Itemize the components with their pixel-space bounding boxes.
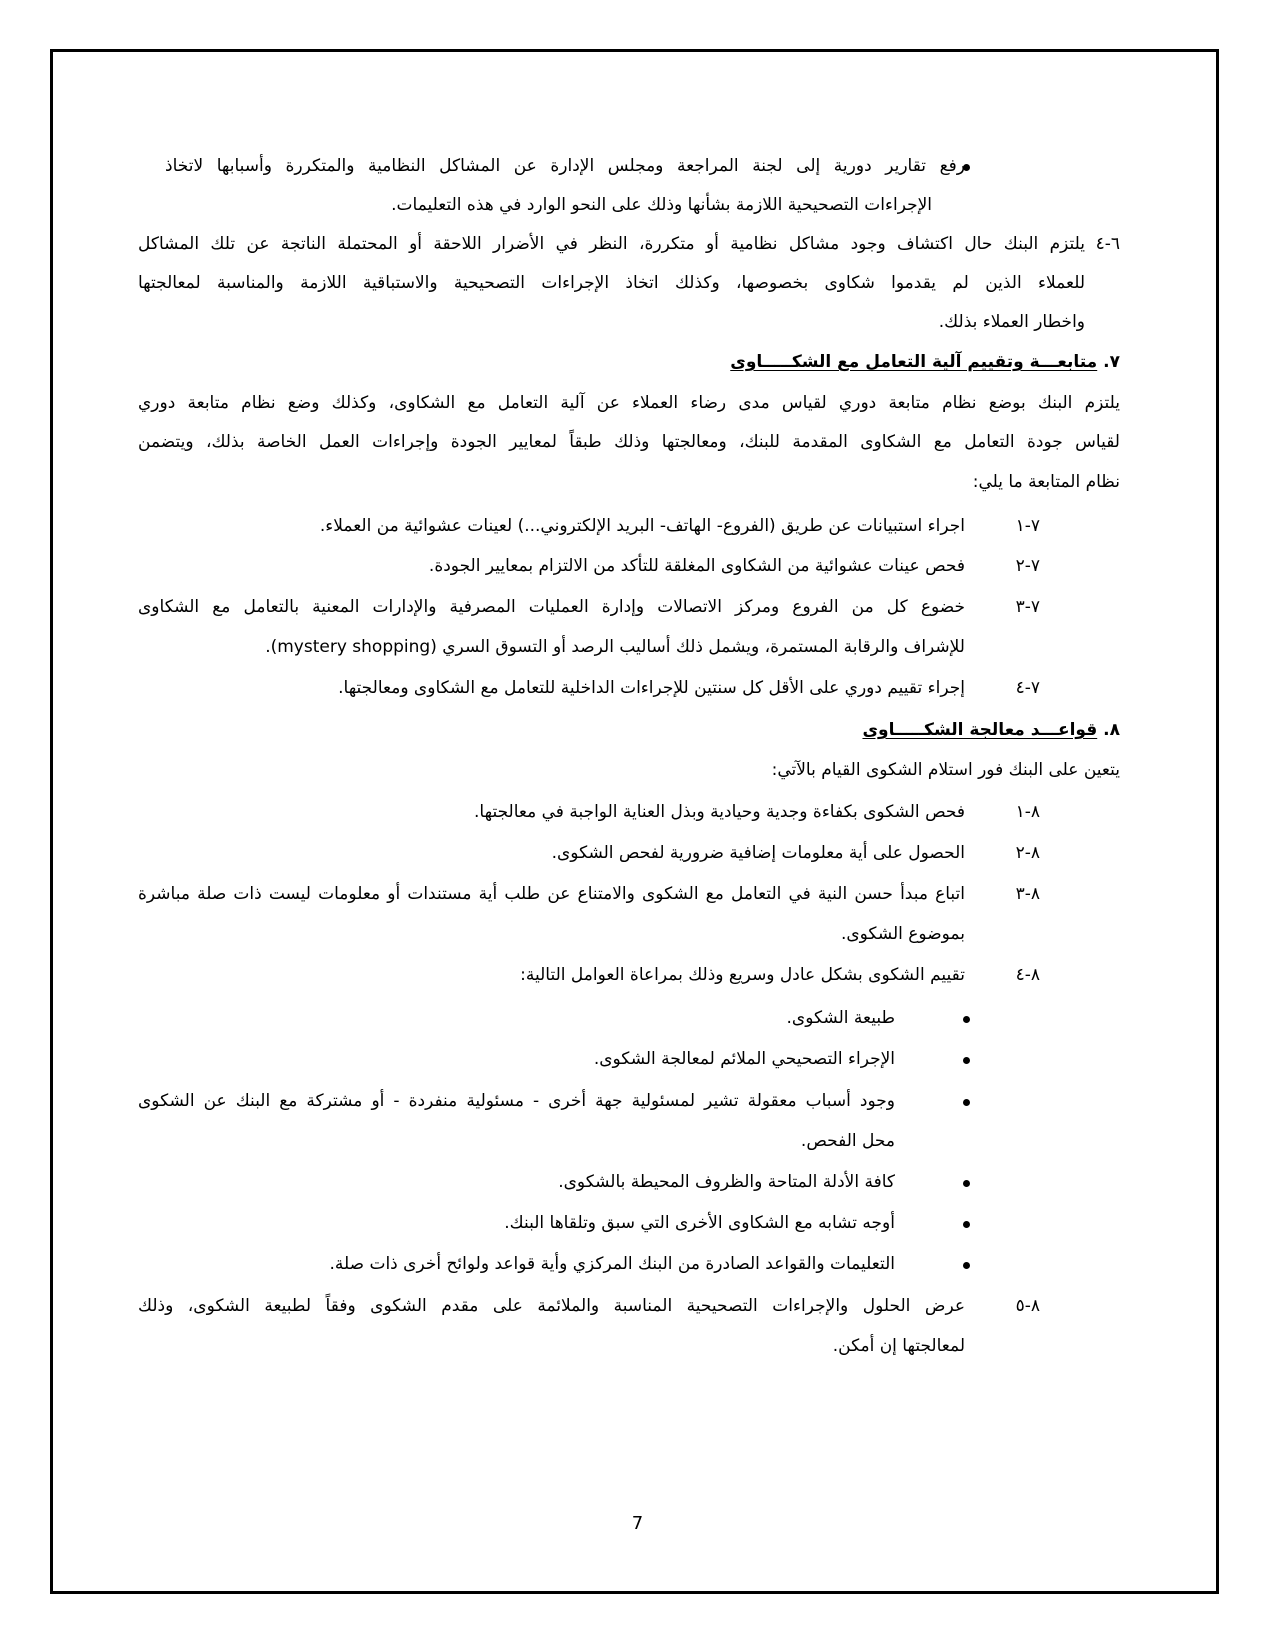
paragraph-line: نظام المتابعة ما يلي:: [972, 472, 1120, 492]
item-text: بموضوع الشكوى.: [840, 924, 965, 944]
bullet-icon: [963, 1180, 970, 1187]
item-number: ٨-٤: [1015, 965, 1040, 985]
item-text: للعملاء الذين لم يقدموا شكاوى بخصوصها، وكذلك اتخاذ الإجراءات التصحيحية والاستباقية اللازمة والمناسبة لمعالجتها: [138, 273, 1085, 293]
section-number: ٧.: [1103, 352, 1120, 372]
item-text: عرض الحلول والإجراءات التصحيحية المناسبة والملائمة على مقدم الشكوى وفقاً لطبيعة الشكوى، وذلك: [138, 1296, 965, 1316]
item-text: اجراء استبيانات عن طريق (الفروع- الهاتف- البريد الإلكتروني...) لعينات عشوائية من العملاء.: [319, 516, 965, 536]
bullet-icon: [963, 1099, 970, 1106]
bullet-icon: [963, 1016, 970, 1023]
section-title: متابعـــة وتقييم آلية التعامل مع الشكـــــاوى: [730, 352, 1098, 372]
item-text: إجراء تقييم دوري على الأقل كل سنتين للإجراءات الداخلية للتعامل مع الشكاوى ومعالجتها.: [338, 678, 965, 698]
bullet-icon: [963, 1262, 970, 1269]
page-number: 7: [631, 1513, 644, 1534]
paragraph-line: لقياس جودة التعامل مع الشكاوى المقدمة للبنك، ومعالجتها وذلك طبقاً لمعايير الجودة وإجراءات العمل الخاصة بذلك، ويتضمن: [138, 432, 1120, 452]
bullet-icon: [963, 1057, 970, 1064]
item-number: ٧-٤: [1015, 678, 1040, 698]
item-text: فحص الشكوى بكفاءة وجدية وحيادية وبذل العناية الواجبة في معالجتها.: [474, 802, 965, 822]
bullet-text: وجود أسباب معقولة تشير لمسئولية جهة أخرى - مسئولية منفردة - أو مشتركة مع البنك عن الشكوى: [138, 1091, 895, 1111]
bullet-text: طبيعة الشكوى.: [786, 1008, 895, 1028]
bullet-text: أوجه تشابه مع الشكاوى الأخرى التي سبق وتلقاها البنك.: [504, 1213, 895, 1233]
bullet-text: التعليمات والقواعد الصادرة من البنك المركزي وأية قواعد ولوائح أخرى ذات صلة.: [329, 1254, 895, 1274]
item-number: ٧-٢: [1015, 556, 1040, 576]
section-heading: [862, 719, 1120, 741]
item-number: ٧-١: [1015, 516, 1040, 536]
item-text: الحصول على أية معلومات إضافية ضرورية لفحص الشكوى.: [551, 843, 965, 863]
item-text: خضوع كل من الفروع ومركز الاتصالات وإدارة العمليات المصرفية والإدارات المعنية بالتعامل مع الشكاوى: [138, 597, 965, 617]
item-number: ٧-٣: [1015, 597, 1040, 617]
item-text: يلتزم البنك حال اكتشاف وجود مشاكل نظامية أو متكررة، النظر في الأضرار اللاحقة أو المحتملة الناتجة عن تلك المشاكل: [138, 234, 1085, 254]
item-number: ٨-١: [1015, 802, 1040, 822]
item-text: فحص عينات عشوائية من الشكاوى المغلقة للتأكد من الالتزام بمعايير الجودة.: [428, 556, 965, 576]
item-text: لمعالجتها إن أمكن.: [832, 1336, 965, 1356]
paragraph-line: يلتزم البنك بوضع نظام متابعة دوري لقياس مدى رضاء العملاء عن آلية التعامل مع الشكاوى، وكذلك وضع نظام متابعة دوري: [138, 393, 1120, 413]
item-number: ٨-٢: [1015, 843, 1040, 863]
item-number: ٦-٤: [1095, 234, 1120, 254]
bullet-text: الإجراء التصحيحي الملائم لمعالجة الشكوى.: [593, 1049, 895, 1069]
item-text: اتباع مبدأ حسن النية في التعامل مع الشكوى والامتناع عن طلب أية مستندات أو معلومات ليست ذات صلة مباشرة: [138, 884, 965, 904]
item-text: واخطار العملاء بذلك.: [938, 312, 1085, 332]
item-text: للإشراف والرقابة المستمرة، ويشمل ذلك أساليب الرصد أو التسوق السري (mystery shopping).: [265, 637, 965, 657]
paragraph-line: يتعين على البنك فور استلام الشكوى القيام بالآتي:: [771, 760, 1120, 780]
item-text: تقييم الشكوى بشكل عادل وسريع وذلك بمراعاة العوامل التالية:: [520, 965, 965, 985]
item-number: ٨-٥: [1015, 1296, 1040, 1316]
section-title: قواعـــد معالجة الشكـــــاوى: [862, 720, 1098, 740]
bullet-text: كافة الأدلة المتاحة والظروف المحيطة بالشكوى.: [558, 1172, 895, 1192]
bullet-text: الإجراءات التصحيحية اللازمة بشأنها وذلك على النحو الوارد في هذه التعليمات.: [391, 195, 932, 215]
bullet-icon: [963, 1221, 970, 1228]
section-number: ٨.: [1103, 720, 1120, 740]
section-heading: [730, 351, 1120, 373]
item-number: ٨-٣: [1015, 884, 1040, 904]
bullet-text: رفع تقارير دورية إلى لجنة المراجعة ومجلس الإدارة عن المشاكل النظامية والمتكررة وأسبابها لاتخاذ: [165, 156, 965, 176]
bullet-text: محل الفحص.: [800, 1131, 895, 1151]
